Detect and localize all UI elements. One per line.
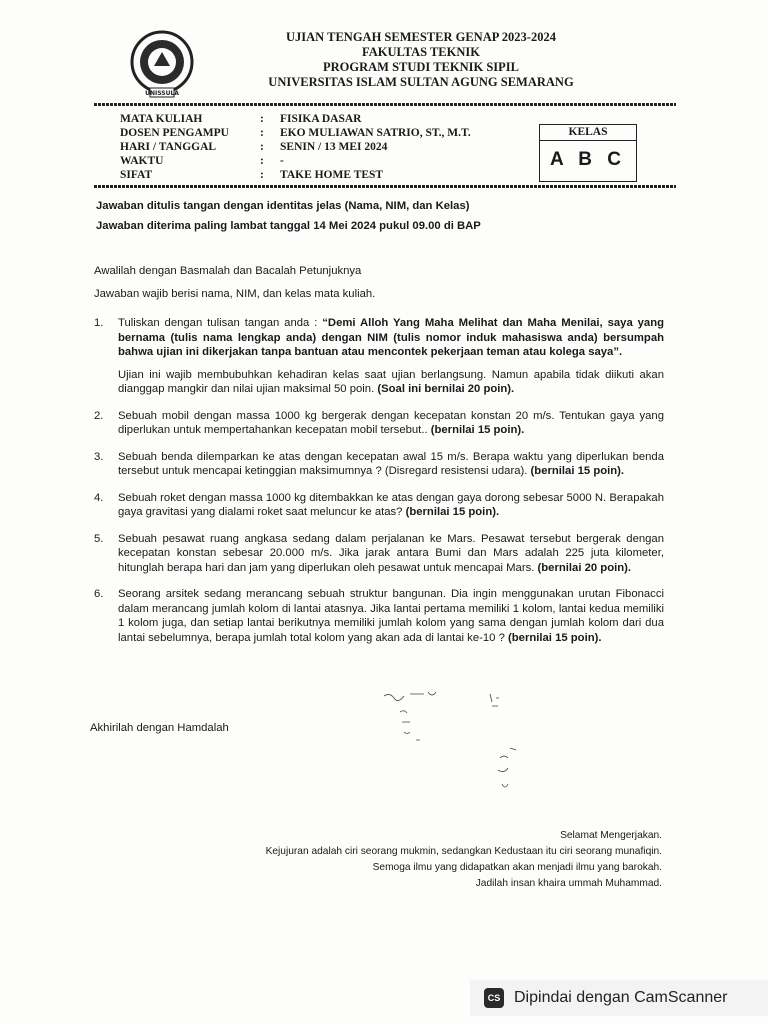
info-key: WAKTU [120,155,164,167]
kelas-value: A B C [549,149,627,170]
footer-line-3: Semoga ilmu yang didapatkan akan menjadi ilmu yang barokah. [372,862,662,873]
header-line-1: UJIAN TENGAH SEMESTER GENAP 2023-2024 [286,30,556,44]
question-number: 1. [94,317,104,329]
question-text: Seorang arsitek sedang merancang sebuah struktur bangunan. Dia ingin menggunakan urutan Fibonacci dalam merancang jumlah kolom di lantai atasnya. Jika lantai pertama memiliki 1 kolom, lantai kedua memiliki 1 kolom juga, dan setiap lantai berikutnya memiliki jumlah kolom yang sama dengan jumlah kolom dari dua lantai sebelumnya, berapa jumlah total kolom yang akan ada di lantai ke-10 ? [118,588,664,644]
question-item [94,532,664,576]
info-value: SENIN / 13 MEI 2024 [280,141,388,153]
question-points: (bernilai 15 poin). [430,424,525,436]
question-number: 6. [94,588,104,600]
notice-deadline: Jawaban diterima paling lambat tanggal 14 Mei 2024 pukul 09.00 di BAP [96,220,481,232]
info-key: MATA KULIAH [120,113,203,125]
question-number: 4. [94,491,104,504]
question-text: Sebuah mobil dengan massa 1000 kg bergerak dengan kecepatan konstan 20 m/s. Tentukan gaya yang diperlukan untuk mempertahankan kecepatan mobil tersebut.. [118,409,664,436]
info-row [120,140,471,154]
question-item [94,491,664,520]
intro-basmalah: Awalilah dengan Basmalah dan Bacalah Petunjuknya [94,265,362,277]
question-note: Ujian ini wajib membubuhkan kehadiran kelas saat ujian berlangsung. Namun apabila tidak diikuti akan dianggap mangkir dan nilai ujian maksimal 50 poin. [118,368,664,395]
question-oath: “Demi Alloh Yang Maha Melihat dan Maha Menilai, saya yang bernama (tulis nama lengkap anda) dengan NIM (tulis nomor induk mahasiswa anda) bersumpah bahwa ujian ini dikerjakan tanpa bantuan atau mencontek pekerjaan teman atau kolega saya”. [118,317,664,358]
kelas-label: KELAS [540,125,636,141]
closing-hamdalah: Akhirilah dengan Hamdalah [90,722,229,734]
info-value: FISIKA DASAR [280,113,362,125]
question-points: (bernilai 15 poin). [530,465,625,477]
closing-footer [266,828,662,892]
info-value: EKO MULIAWAN SATRIO, ST., M.T. [280,127,471,139]
question-points: (bernilai 20 poin). [537,561,632,574]
footer-line-2: Kejujuran adalah ciri seorang mukmin, sedangkan Kedustaan itu ciri seorang munafiqin. [265,846,662,857]
question-text: Sebuah pesawat ruang angkasa sedang dalam perjalanan ke Mars. Pesawat tersebut bergerak dengan kecepatan konstan sebesar 20.000 m/s. Jika jarak antara Bumi dan Mars adalah 225 juta kilometer, hitunglah berapa hari dan jam yang diperlukan oleh pesawat untuk mencapai Mars. [118,532,664,574]
question-number: 5. [94,532,104,545]
info-value: - [280,155,284,167]
university-logo-icon [124,28,200,100]
info-key: SIFAT [120,169,153,181]
camscanner-watermark [470,980,768,1016]
question-list [94,316,664,657]
info-row [120,168,471,182]
info-row [120,154,471,168]
info-row [120,126,471,140]
footer-line-1: Selamat Mengerjakan. [560,830,662,841]
info-key: HARI / TANGGAL [120,141,217,153]
info-row [120,112,471,126]
question-points: (bernilai 15 poin). [508,631,602,644]
question-item [94,450,664,479]
question-text: Sebuah roket dengan massa 1000 kg ditembakkan ke atas dengan gaya dorong sebesar 5000 N. Berapakah gaya gravitasi yang dialami roket saat meluncur ke atas? [118,491,664,518]
question-text: Tuliskan dengan tulisan tangan anda : [118,317,323,329]
question-points: (bernilai 15 poin). [405,506,500,518]
notice-handwritten: Jawaban ditulis tangan dengan identitas jelas (Nama, NIM, dan Kelas) [96,200,470,212]
handwritten-scribble-icon [380,688,520,798]
info-colon: : [260,169,264,181]
header-line-4: UNIVERSITAS ISLAM SULTAN AGUNG SEMARANG [268,75,574,89]
footer-line-4: Jadilah insan khaira ummah Muhammad. [475,878,662,889]
question-number: 3. [94,450,104,463]
question-text: Sebuah benda dilemparkan ke atas dengan kecepatan awal 15 m/s. Berapa waktu yang diperlukan benda tersebut untuk mencapai ketinggian maksimumnya ? (Disregard resistensi udara). [118,450,664,477]
info-key: DOSEN PENGAMPU [120,127,229,139]
kelas-box [539,124,637,182]
header-divider-bottom [94,185,676,188]
question-item [94,316,664,397]
camscanner-icon: CS [484,988,504,1008]
course-info [120,112,471,182]
question-item [94,409,664,438]
question-points: (Soal ini bernilai 20 poin). [377,383,515,395]
header-line-2: FAKULTAS TEKNIK [362,45,480,59]
header-divider-top [94,103,676,106]
info-colon: : [260,113,264,125]
question-number: 2. [94,409,104,422]
info-colon: : [260,127,264,139]
question-item [94,587,664,645]
info-colon: : [260,141,264,153]
header-line-3: PROGRAM STUDI TEKNIK SIPIL [323,60,519,74]
exam-header [236,30,606,90]
intro-identity: Jawaban wajib berisi nama, NIM, dan kelas mata kuliah. [94,288,376,300]
logo-text: UNISSULA [145,90,179,97]
info-value: TAKE HOME TEST [280,169,384,181]
info-colon: : [260,155,264,167]
camscanner-text: Dipindai dengan CamScanner [514,989,728,1006]
